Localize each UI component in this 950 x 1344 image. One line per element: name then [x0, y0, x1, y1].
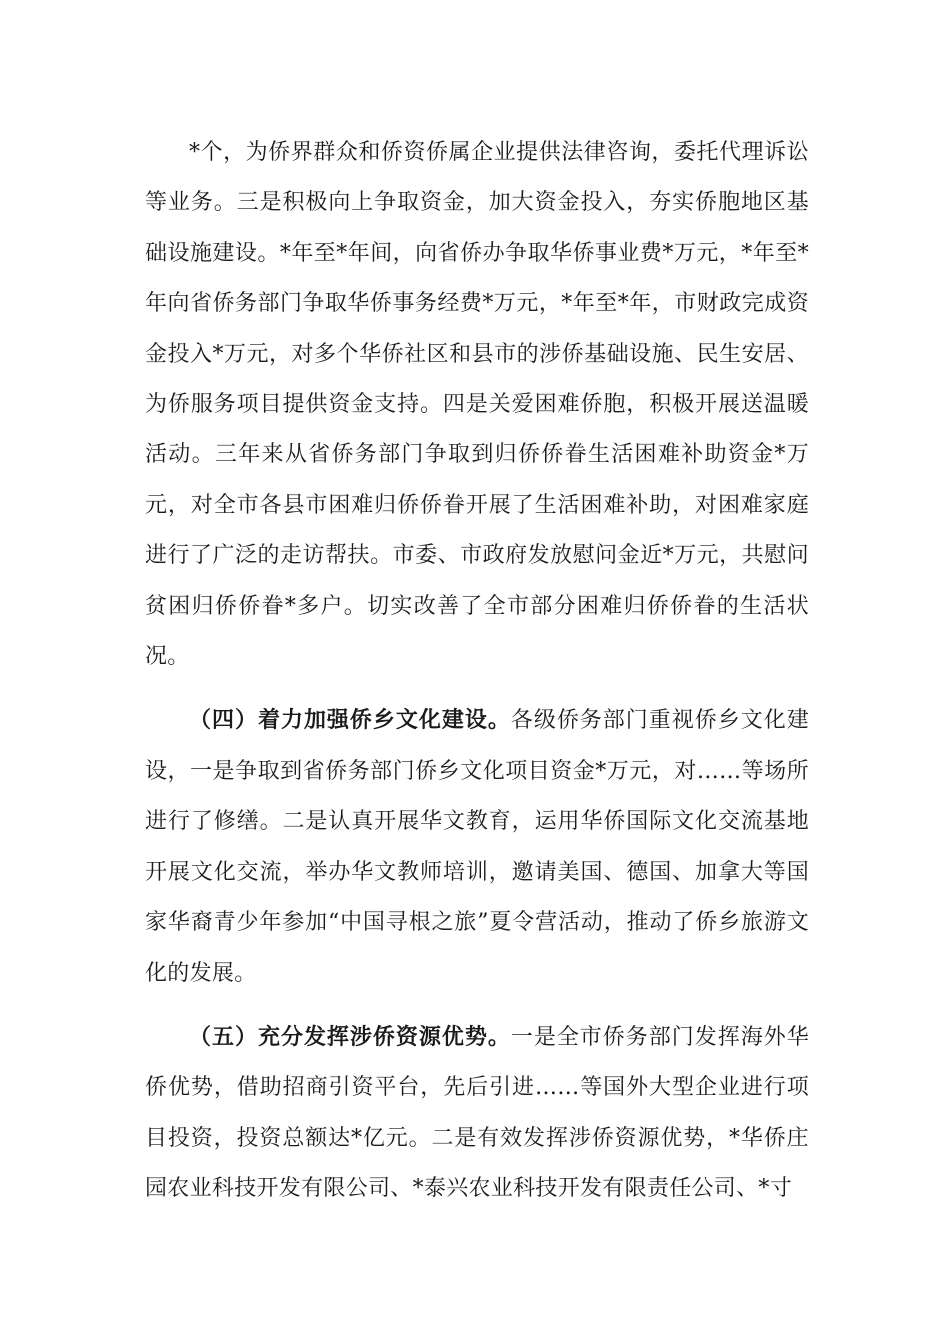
paragraph-culture-construction: [145, 696, 809, 998]
paragraph-legal-funding-care: [145, 128, 809, 682]
paragraph-resource-advantage: [145, 1013, 809, 1215]
paragraph-text: 各级侨务部门重视侨乡文化建设，一是争取到省侨务部门侨乡文化项目资金*万元，对……等场所进行了修缮。二是认真开展华文教育，运用华侨国际文化交流基地开展文化交流，举办华文教师培训，邀请美国、德国、加拿大等国家华裔青少年参加“中国寻根之旅”夏令营活动，推动了侨乡旅游文化的发展。: [145, 708, 810, 986]
paragraph-text: 一是全市侨务部门发挥海外华侨优势，借助招商引资平台，先后引进……等国外大型企业进行项目投资，投资总额达*亿元。二是有效发挥涉侨资源优势，*华侨庄园农业科技开发有限公司、*泰兴农业科技开发有限责任公司、*寸: [145, 1024, 810, 1202]
section-heading-four: （四）着力加强侨乡文化建设。: [189, 708, 511, 734]
section-heading-five: （五）充分发挥涉侨资源优势。: [189, 1024, 511, 1050]
paragraph-text: *个，为侨界群众和侨资侨属企业提供法律咨询，委托代理诉讼等业务。三是积极向上争取资金，加大资金投入，夯实侨胞地区基础设施建设。*年至*年间，向省侨办争取华侨事业费*万元，*年至*年向省侨务部门争取华侨事务经费*万元，*年至*年，市财政完成资金投入*万元，对多个华侨社区和县市的涉侨基础设施、民生安居、为侨服务项目提供资金支持。四是关爱困难侨胞，积极开展送温暖活动。三年来从省侨务部门争取到归侨侨眷生活困难补助资金*万元，对全市各县市困难归侨侨眷开展了生活困难补助，对困难家庭进行了广泛的走访帮扶。市委、市政府发放慰问金近*万元，共慰问贫困归侨侨眷*多户。切实改善了全市部分困难归侨侨眷的生活状况。: [145, 140, 809, 670]
document-body: [145, 128, 809, 1215]
